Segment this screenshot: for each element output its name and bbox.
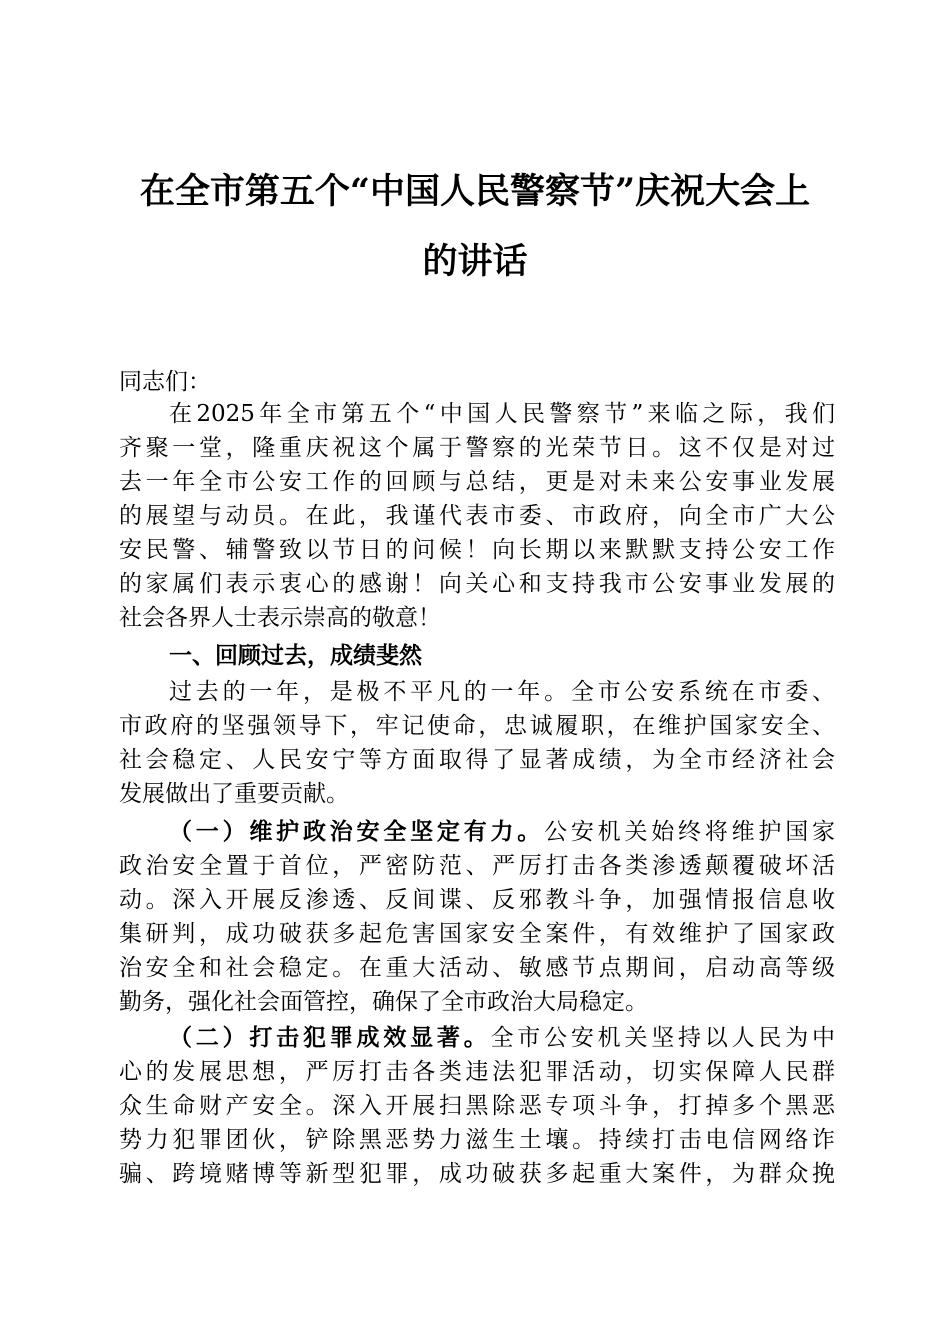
- intro-line: 的家属们表示衷心的感谢！向关心和支持我市公安事业发展的: [119, 571, 835, 597]
- subsection-line: 治安全和社会稳定。在重大活动、敏感节点期间，启动高等级: [119, 955, 835, 981]
- subsection-line: 集研判，成功破获多起危害国家安全案件，有效维护了国家政: [119, 921, 835, 947]
- subsection-line: 勤务，强化社会面管控，确保了全市政治大局稳定。: [119, 989, 648, 1015]
- section-paragraph-line: 社会稳定、人民安宁等方面取得了显著成绩，为全市经济社会: [119, 747, 835, 773]
- document-title-line-2: 的讲话: [422, 241, 528, 282]
- document-title-line-1: 在全市第五个“中国人民警察节”庆祝大会上: [139, 171, 811, 212]
- section-paragraph-line: 过去的一年，是极不平凡的一年。全市公安系统在市委、: [169, 679, 835, 705]
- section-paragraph-line: 市政府的坚强领导下，牢记使命，忠诚履职，在维护国家安全、: [119, 713, 835, 739]
- section-heading: 一、回顾过去，成绩斐然: [169, 643, 422, 669]
- subsection-line: 动。深入开展反渗透、反间谍、反邪教斗争，加强情报信息收: [119, 887, 835, 913]
- intro-line: 齐聚一堂，隆重庆祝这个属于警察的光荣节日。这不仅是对过: [119, 435, 835, 461]
- subsection-line: 骗、跨境赌博等新型犯罪，成功破获多起重大案件，为群众挽: [119, 1161, 835, 1187]
- subsection-line: 政治安全置于首位，严密防范、严厉打击各类渗透颠覆破坏活: [119, 853, 835, 879]
- intro-line: 去一年全市公安工作的回顾与总结，更是对未来公安事业发展: [119, 469, 835, 495]
- subsection-text: 公安机关始终将维护国家: [544, 819, 836, 845]
- subsection-heading: （二）打击犯罪成效显著。: [169, 1024, 491, 1051]
- subsection-line: 心的发展思想，严厉打击各类违法犯罪活动，切实保障人民群: [119, 1059, 835, 1085]
- subsection-first-line: [169, 816, 835, 848]
- subsection-text: 全市公安机关坚持以人民为中: [490, 1025, 836, 1051]
- subsection-line: 众生命财产安全。深入开展扫黑除恶专项斗争，打掉多个黑恶: [119, 1093, 835, 1119]
- subsection-line: 势力犯罪团伙，铲除黑恶势力滋生土壤。持续打击电信网络诈: [119, 1127, 835, 1153]
- subsection-heading: （一）维护政治安全坚定有力。: [169, 818, 545, 845]
- salutation: 同志们：: [119, 369, 211, 395]
- section-paragraph-line: 发展做出了重要贡献。: [119, 781, 349, 807]
- intro-line: 安民警、辅警致以节日的问候！向长期以来默默支持公安工作: [119, 537, 835, 563]
- subsection-first-line: [169, 1022, 835, 1054]
- intro-line: 在2025年全市第五个“中国人民警察节”来临之际，我们: [169, 401, 835, 427]
- intro-line: 的展望与动员。在此，我谨代表市委、市政府，向全市广大公: [119, 503, 835, 529]
- intro-line: 社会各界人士表示崇高的敬意！: [119, 605, 441, 631]
